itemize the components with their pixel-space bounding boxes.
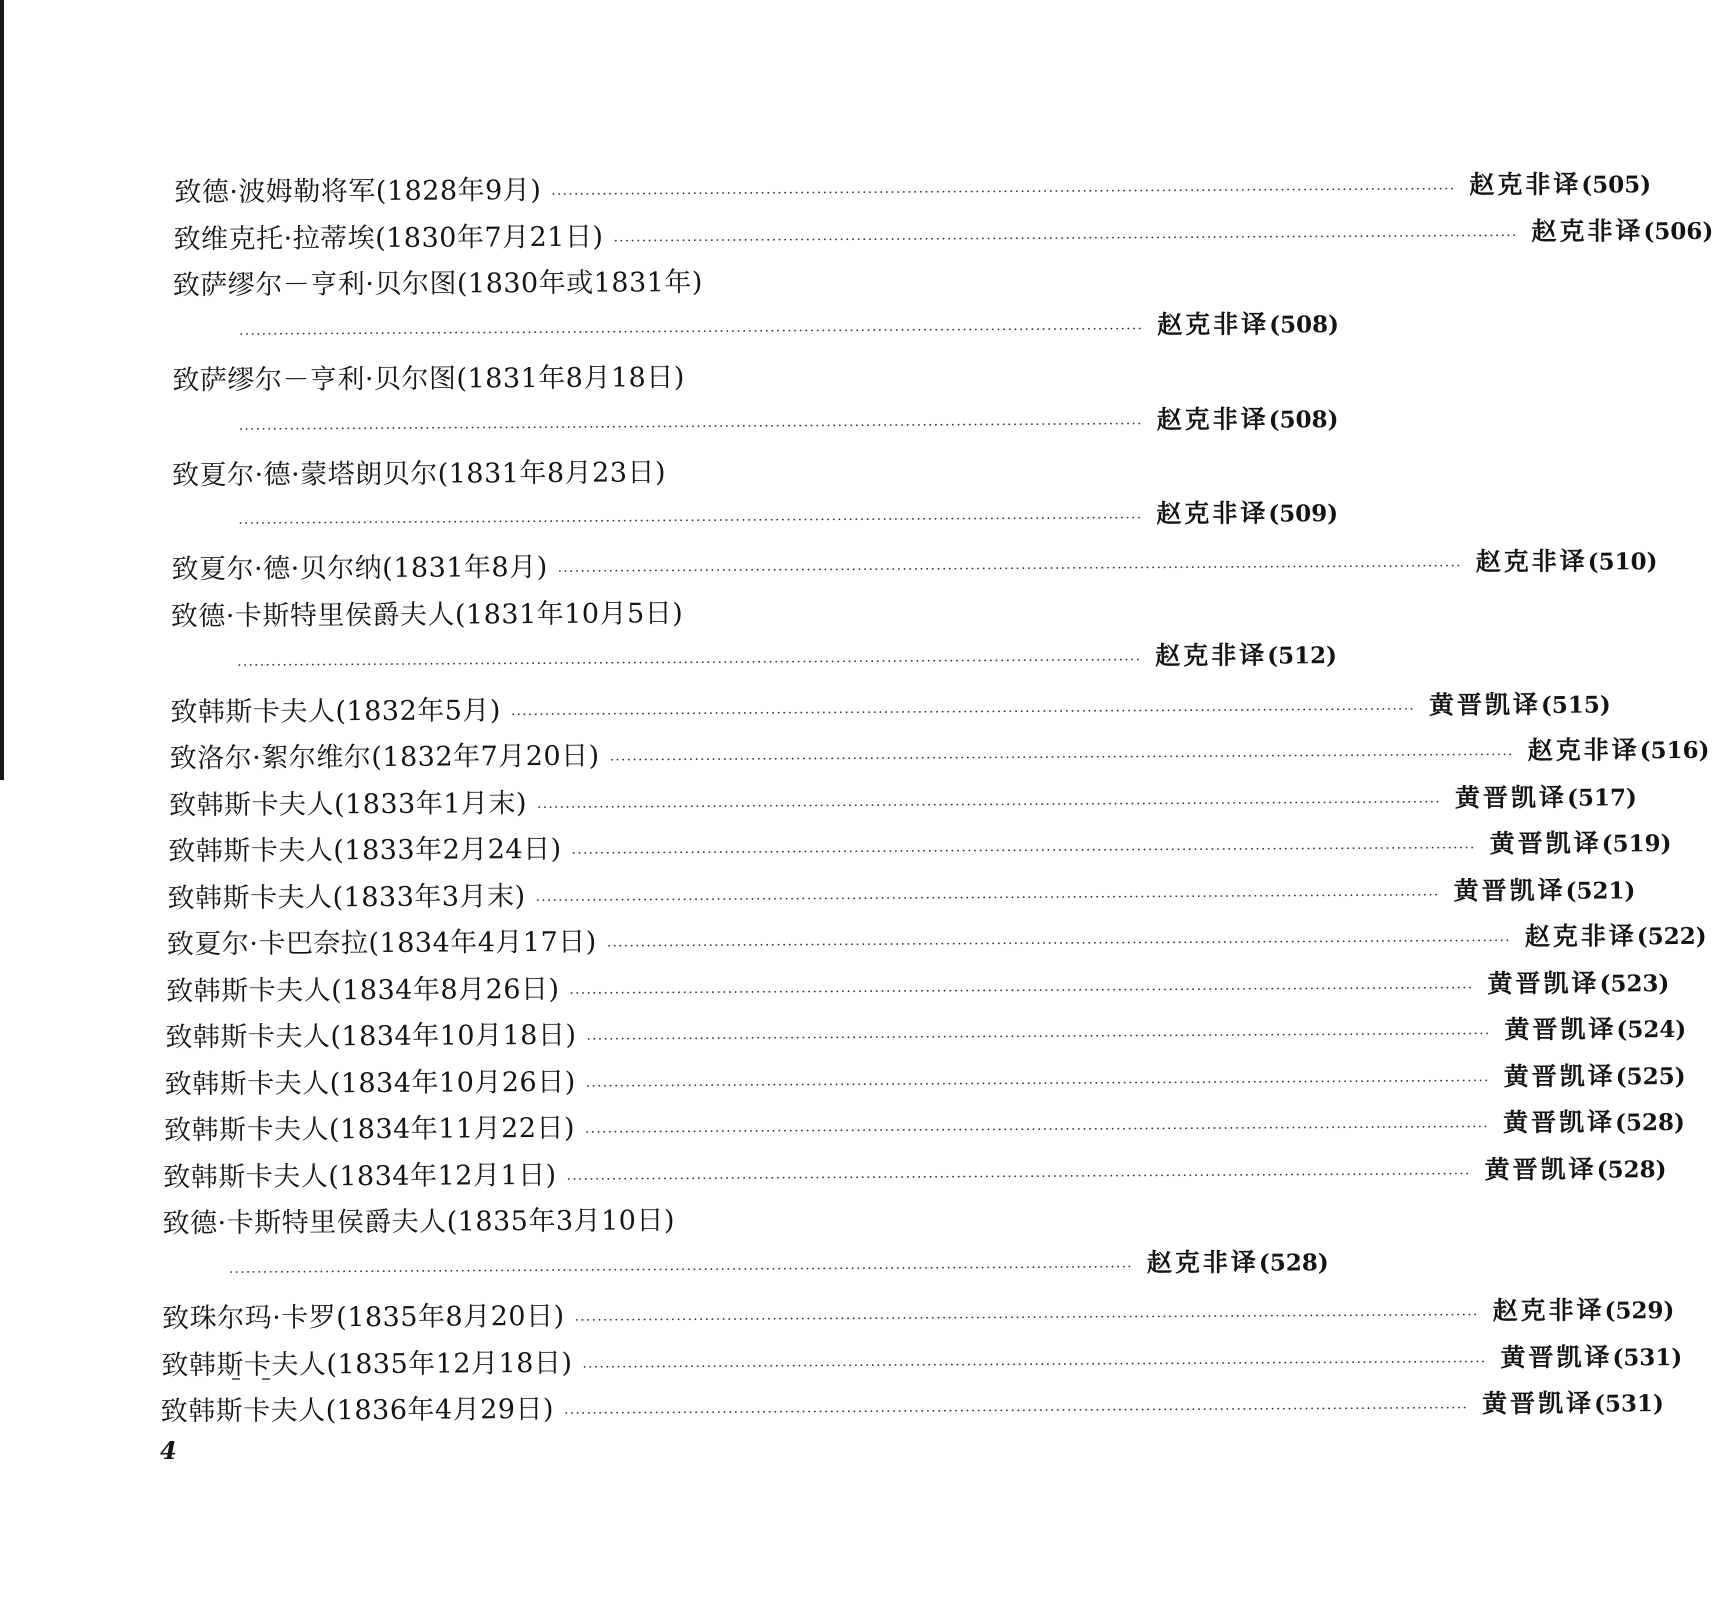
- translator-credit: 黄晋凯译: [1502, 1107, 1616, 1138]
- toc-entry: [174, 166, 1652, 213]
- page-reference: (508): [1269, 311, 1340, 339]
- toc-entry: [163, 1104, 1685, 1151]
- page-reference: (529): [1604, 1297, 1675, 1325]
- translator-credit: 赵克非译: [1492, 1295, 1605, 1326]
- dot-leader: ································································································································································: [238, 416, 1143, 438]
- page-number: 4: [160, 1436, 177, 1465]
- entry-title: 致韩斯卡夫人(1834年11月22日): [163, 1112, 576, 1147]
- translator-credit: 黄晋凯译: [1504, 1014, 1617, 1045]
- toc-entry: [161, 1339, 1683, 1386]
- dot-leader: ································································································································································: [613, 228, 1518, 250]
- toc-entry: [165, 1011, 1687, 1058]
- page-reference: (510): [1587, 548, 1658, 576]
- page-reference: (506): [1643, 217, 1714, 246]
- dot-leader: ································································································································································: [535, 887, 1440, 910]
- translator-credit: 赵克非译: [1155, 640, 1268, 671]
- translator-credit: 黄晋凯译: [1428, 689, 1542, 720]
- translator-credit: 赵克非译: [1146, 1247, 1259, 1278]
- toc-entry: [169, 732, 1710, 779]
- translator-credit: 赵克非译: [1475, 546, 1588, 577]
- page-reference: (531): [1612, 1344, 1683, 1372]
- entry-title: 致夏尔·德·贝尔纳(1831年8月): [171, 551, 548, 586]
- dot-leader: ································································································································································: [536, 794, 1442, 817]
- page-reference: (528): [1258, 1249, 1329, 1277]
- toc-entry: [173, 259, 919, 306]
- toc-entry: [171, 543, 1658, 590]
- page-reference: (512): [1267, 642, 1338, 670]
- page-reference: (516): [1639, 736, 1710, 765]
- dot-leader: ································································································································································: [569, 980, 1474, 1002]
- page-reference: (521): [1565, 877, 1636, 905]
- translator-credit: 黄晋凯译: [1503, 1061, 1616, 1092]
- toc-entry: [170, 686, 1611, 733]
- toc-entry-continuation: [238, 402, 1339, 448]
- dot-leader: ································································································································································: [551, 181, 1456, 203]
- toc-entry: [162, 1292, 1675, 1339]
- dot-leader: ································································································································································: [237, 652, 1142, 674]
- dot-leader: ································································································································································: [585, 1073, 1490, 1095]
- dot-leader: ································································································································································: [510, 701, 1416, 724]
- dot-leader: ································································································································································: [238, 510, 1143, 532]
- toc-entry: [162, 1197, 908, 1244]
- entry-title: 致韩斯卡夫人(1833年1月末): [168, 788, 528, 822]
- translator-credit: 赵克非译: [1157, 309, 1270, 340]
- translator-credit: 赵克非译: [1156, 498, 1269, 529]
- dot-leader: ································································································································································: [566, 1166, 1471, 1188]
- translator-credit: 黄晋凯译: [1484, 1154, 1597, 1185]
- entry-title: 致韩斯卡夫人(1836年4月29日): [160, 1393, 555, 1428]
- translator-credit: 黄晋凯译: [1481, 1388, 1595, 1419]
- translator-credit: 赵克非译: [1469, 169, 1582, 200]
- page-reference: (519): [1601, 830, 1672, 858]
- toc-entry: [172, 354, 918, 401]
- entry-title: 致韩斯卡夫人(1835年12月18日): [161, 1347, 573, 1382]
- toc-entry: [168, 779, 1637, 826]
- page-reference: (524): [1616, 1016, 1687, 1044]
- toc-entry: [172, 449, 918, 496]
- toc-entry: [160, 1385, 1664, 1432]
- dot-leader: ································································································································································: [586, 1026, 1491, 1048]
- toc-entry: [166, 918, 1707, 965]
- toc-entry: [164, 1058, 1686, 1105]
- entry-title: 致洛尔·絮尔维尔(1832年7月20日): [169, 740, 600, 775]
- toc-entry-continuation: [239, 307, 1340, 353]
- toc-entry: [171, 590, 917, 637]
- entry-title: 致韩斯卡夫人(1833年3月末): [167, 881, 526, 915]
- translator-credit: 黄晋凯译: [1489, 828, 1602, 859]
- page-reference: (508): [1268, 406, 1339, 434]
- dot-leader: ································································································································································: [609, 747, 1514, 769]
- page-reference: (509): [1268, 500, 1339, 528]
- toc-entry: [163, 1151, 1667, 1198]
- entry-title: 致德·波姆勒将军(1828年9月): [174, 174, 542, 209]
- page-reference: (522): [1636, 922, 1707, 951]
- toc-entry: [173, 213, 1714, 260]
- toc-entry-continuation: [238, 496, 1339, 542]
- translator-credit: 黄晋凯译: [1453, 875, 1566, 906]
- toc-entry: [166, 965, 1670, 1012]
- dot-leader: ································································································································································: [564, 1400, 1469, 1422]
- page-reference: (523): [1599, 970, 1670, 998]
- page-reference: (517): [1566, 784, 1637, 812]
- toc-entry-continuation: [228, 1245, 1329, 1291]
- page-reference: (515): [1540, 691, 1611, 719]
- page-reference: (531): [1594, 1390, 1664, 1418]
- entry-title: 致夏尔·卡巴奈拉(1834年4月17日): [166, 926, 597, 961]
- translator-credit: 赵克非译: [1531, 216, 1644, 246]
- toc-entry-continuation: [237, 638, 1338, 684]
- dot-leader: ································································································································································: [582, 1354, 1487, 1376]
- entry-title: 致韩斯卡夫人(1834年8月26日): [166, 973, 560, 1008]
- entry-title: 致韩斯卡夫人(1834年10月18日): [165, 1019, 577, 1054]
- dot-leader: ································································································································································: [228, 1259, 1133, 1281]
- dot-leader: ································································································································································: [574, 1307, 1479, 1329]
- entry-title: 致韩斯卡夫人(1833年2月24日): [168, 833, 562, 868]
- entry-title: 致萨缪尔－亨利·贝尔图(1830年或1831年): [172, 266, 704, 302]
- page-reference: (525): [1615, 1063, 1686, 1091]
- translator-credit: 黄晋凯译: [1487, 968, 1600, 999]
- dot-leader: ································································································································································: [584, 1119, 1490, 1141]
- translator-credit: 赵克非译: [1527, 735, 1640, 765]
- toc-entry: [167, 872, 1636, 919]
- entry-title: 致珠尔玛·卡罗(1835年8月20日): [162, 1300, 565, 1335]
- entry-title: 致德·卡斯特里侯爵夫人(1831年10月5日): [170, 598, 684, 633]
- entry-title: 致维克托·拉蒂埃(1830年7月21日): [173, 221, 604, 256]
- page-reference: (505): [1581, 171, 1652, 199]
- translator-credit: 赵克非译: [1156, 404, 1269, 435]
- page-reference: (528): [1614, 1109, 1685, 1137]
- dot-leader: ································································································································································: [239, 321, 1144, 343]
- entry-title: 致韩斯卡夫人(1834年10月26日): [164, 1066, 576, 1101]
- toc-entry: [168, 825, 1672, 872]
- translator-credit: 黄晋凯译: [1500, 1342, 1613, 1373]
- entry-title: 致韩斯卡夫人(1832年5月): [170, 695, 502, 729]
- entry-title: 致德·卡斯特里侯爵夫人(1835年3月10日): [162, 1205, 676, 1240]
- entry-title: 致萨缪尔－亨利·贝尔图(1831年8月18日): [172, 362, 685, 397]
- page-reference: (528): [1596, 1156, 1667, 1184]
- translator-credit: 赵克非译: [1524, 921, 1637, 951]
- entry-title: 致夏尔·德·蒙塔朗贝尔(1831年8月23日): [171, 457, 667, 492]
- dot-leader: ································································································································································: [606, 933, 1511, 955]
- entry-title: 致韩斯卡夫人(1834年12月1日): [163, 1159, 557, 1194]
- dot-leader: ································································································································································: [557, 558, 1462, 580]
- translator-credit: 黄晋凯译: [1454, 782, 1568, 813]
- dot-leader: ································································································································································: [571, 840, 1476, 862]
